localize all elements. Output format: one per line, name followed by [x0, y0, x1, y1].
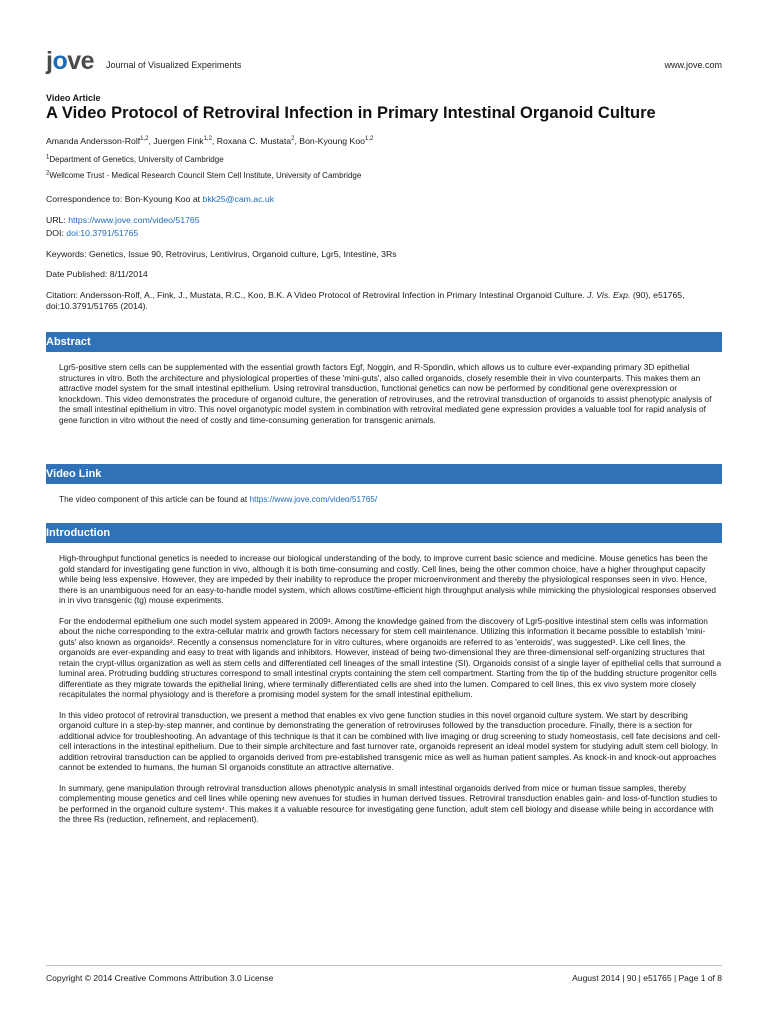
affiliation-sup: 1	[46, 154, 50, 161]
affiliation	[46, 155, 224, 164]
author-name: Juergen Fink	[153, 136, 204, 146]
introduction-body	[59, 553, 722, 835]
footer-copyright: Copyright © 2014 Creative Commons Attribution 3.0 License	[46, 973, 274, 983]
affiliation-text: Department of Genetics, University of Cambridge	[49, 155, 224, 164]
article-type: Video Article	[46, 93, 101, 103]
introduction-paragraph: In summary, gene manipulation through retroviral transduction allows phenotypic analysis in small intestinal organoids derived from mice or human tissue samples, thereby complementing mouse genetics and cell lines while opening new avenues for studies in human derived tissues. Retroviral transduction enables gain- and loss-of-function studies to be performed in the organoid culture system⁴. This makes it a valuable resource for investigating gene function, adult stem cell biology and disease while being in accordance with the three Rs (reduction, refinement, and replacement).	[59, 782, 718, 824]
article-page	[46, 0, 722, 1024]
section-heading: Introduction	[46, 527, 111, 539]
abstract-paragraph: Lgr5-positive stem cells can be supplemented with the essential growth factors Egf, Noggin, and R-Spondin, which allows us to culture ever-expanding primary 3D epithelial structures in vitro. Both the architecture and physiological properties of these 'mini-guts', also called organoids, closely resemble their in vivo counterparts. This makes them an attractive model system for the small intestinal epithelium. Using retroviral transduction, functional genetics can now be performed by conditional gene overexpression or knockdown. This video demonstrates the procedure of organoid culture, the generation of retroviruses, and the retroviral transduction of organoids to assist phenotypic analysis of the small intestinal epithelium in vitro. This novel organotypic model system in combination with retroviral mediated gene expression provides a valuable tool for rapid analysis of gene function in vitro without the need of costly and time-consuming generation for transgenic animals.	[59, 362, 712, 425]
doi-link[interactable]: doi:10.3791/51765	[66, 228, 139, 238]
affiliation-text: Wellcome Trust - Medical Research Council Stem Cell Institute, University of Cambridge	[49, 171, 362, 180]
doi-label: DOI:	[46, 228, 67, 238]
logo-ve: ve	[67, 47, 95, 75]
author-affil-sup: 1,2	[203, 136, 212, 143]
video-link[interactable]: https://www.jove.com/video/51765/	[249, 494, 378, 504]
author-name: Roxana C. Mustata	[216, 136, 292, 146]
page-header	[46, 48, 722, 78]
correspondence-email-link[interactable]: bkk25@cam.ac.uk	[202, 194, 275, 204]
introduction-paragraph: For the endodermal epithelium one such model system appeared in 2009¹. Among the knowledge gained from the discovery of Lgr5-positive intestinal stem cells was information about the niche corresponding to the extra-cellular matrix and growth factors necessary for stem cell maintenance. Utilizing this information it became possible to establish 'mini-guts' also known as organoids². Recently a consensus nomenclature for in vitro cultures, where organoids are referred to as 'enteroids', was suggested³. Like cell lines, the organoids are ever-expanding and easy to treat with ligands and inhibitors. However, instead of being two-dimensional they are three-dimensional self-organizing structures that retain the crypt-villus organization as well as stem cells and differentiated cell lineages of the small intestine (SI). Organoids consist of a single layer of epithelial cells that surround a luminal area. Protruding budding structures correspond to small intestinal crypts containing the stem cell compartment. Starting from the tip of the budding structure progenitor cells differentiate as they migrate towards the epithelial lining, where terminally differentiated cells are shed into the lumen. Compared to cell lines, this ex vivo system more closely recapitulates the normal physiology and is therefore a promising model system for the small intestinal epithelium.	[59, 615, 722, 699]
footer-divider	[46, 965, 722, 966]
journal-name: Journal of Visualized Experiments	[106, 60, 242, 70]
author-affil-sup: 1,2	[140, 136, 149, 143]
article-title: A Video Protocol of Retroviral Infection in Primary Intestinal Organoid Culture	[46, 104, 656, 122]
doi-line	[46, 228, 722, 239]
author-list: Amanda Andersson-Rolf$^{1,2}$, Juergen Fink$^{1,2}$, Roxana C. Mustata$^2$, Bon-Kyoung Koo$^{1,2}$	[46, 136, 374, 146]
url-line	[46, 215, 722, 226]
site-url[interactable]: www.jove.com	[664, 60, 722, 70]
citation-text: Citation: Andersson-Rolf, A., Fink, J., Mustata, R.C., Koo, B.K. A Video Protocol of Retroviral Infection in Primary Intestinal Organoid Culture.	[46, 290, 588, 300]
section-heading: Video Link	[46, 468, 102, 480]
affiliation-sup: 2	[46, 170, 50, 177]
introduction-paragraph: High-throughput functional genetics is needed to increase our biological understanding of the body, to improve current basic science and medicine. Mouse genetics has been the gold standard for investigating gene function in vivo, although it is both time-consuming and costly. Cell lines, being the other common choice, have a higher throughput capacity while being less expensive. However, they are impeded by their inability to reproduce the proper microenvironment and thereby the physiological responses seen in vivo. Hence, there is an unambiguous need for an easy-to-handle model system, which allows cost/time-efficient high throughput analysis while mimicking the physiological responses observed in in vivo transgenic (tg) mouse experiments.	[59, 553, 717, 605]
abstract-body	[59, 362, 722, 435]
section-header-abstract	[46, 332, 722, 352]
jove-logo[interactable]	[46, 48, 94, 74]
video-link-text: The video component of this article can be found at	[59, 494, 250, 504]
section-heading: Abstract	[46, 336, 91, 348]
correspondence	[46, 194, 722, 205]
date-published: Date Published: 8/11/2014	[46, 269, 148, 279]
video-link-body	[59, 494, 722, 505]
affiliation	[46, 171, 361, 180]
logo-o: o	[52, 47, 68, 75]
citation-journal: J. Vis. Exp.	[587, 290, 631, 300]
article-url-link[interactable]: https://www.jove.com/video/51765	[68, 215, 200, 225]
author-name: Amanda Andersson-Rolf	[46, 136, 141, 146]
section-header-introduction	[46, 523, 722, 543]
citation-rest: (90), e51765, doi:10.3791/51765 (2014).	[46, 290, 685, 311]
citation	[46, 290, 722, 312]
author-affil-sup: 2	[291, 136, 295, 143]
footer-page-info: August 2014 | 90 | e51765 | Page 1 of 8	[572, 973, 722, 983]
author-affil-sup: 1,2	[364, 136, 374, 143]
author-name: Bon-Kyoung Koo	[299, 136, 365, 146]
correspondence-label: Correspondence to: Bon-Kyoung Koo at	[46, 194, 203, 204]
url-label: URL:	[46, 215, 69, 225]
logo-j: j	[46, 47, 53, 75]
section-header-video-link	[46, 464, 722, 484]
keywords: Keywords: Genetics, Issue 90, Retrovirus, Lentivirus, Organoid culture, Lgr5, Intestine, 3Rs	[46, 249, 397, 259]
introduction-paragraph: In this video protocol of retroviral transduction, we present a method that enables ex vivo gene function studies in this novel organoid culture system. We start by describing organoid culture in a step-by-step manner, and continue by demonstrating the generation of retroviruses followed by the transduction procedure. Finally, there is a section for additional advice for troubleshooting. An advantage of this technique is that it can be combined with live imaging or drug screening to study homeostasis, cell fate decisions and cell-cell interactions in the intestinal epithelium. Due to their simple architecture and fast turnover rate, organoids represent an ideal model system for studying adult stem cell biology. In addition retroviral transduction can be applied to organoids derived from pre-established transgenic mice as well as human patient samples. As knock-in and knock-out approaches cannot be extended to humans, the human SI organoids constitute an attractive alternative.	[59, 709, 721, 772]
